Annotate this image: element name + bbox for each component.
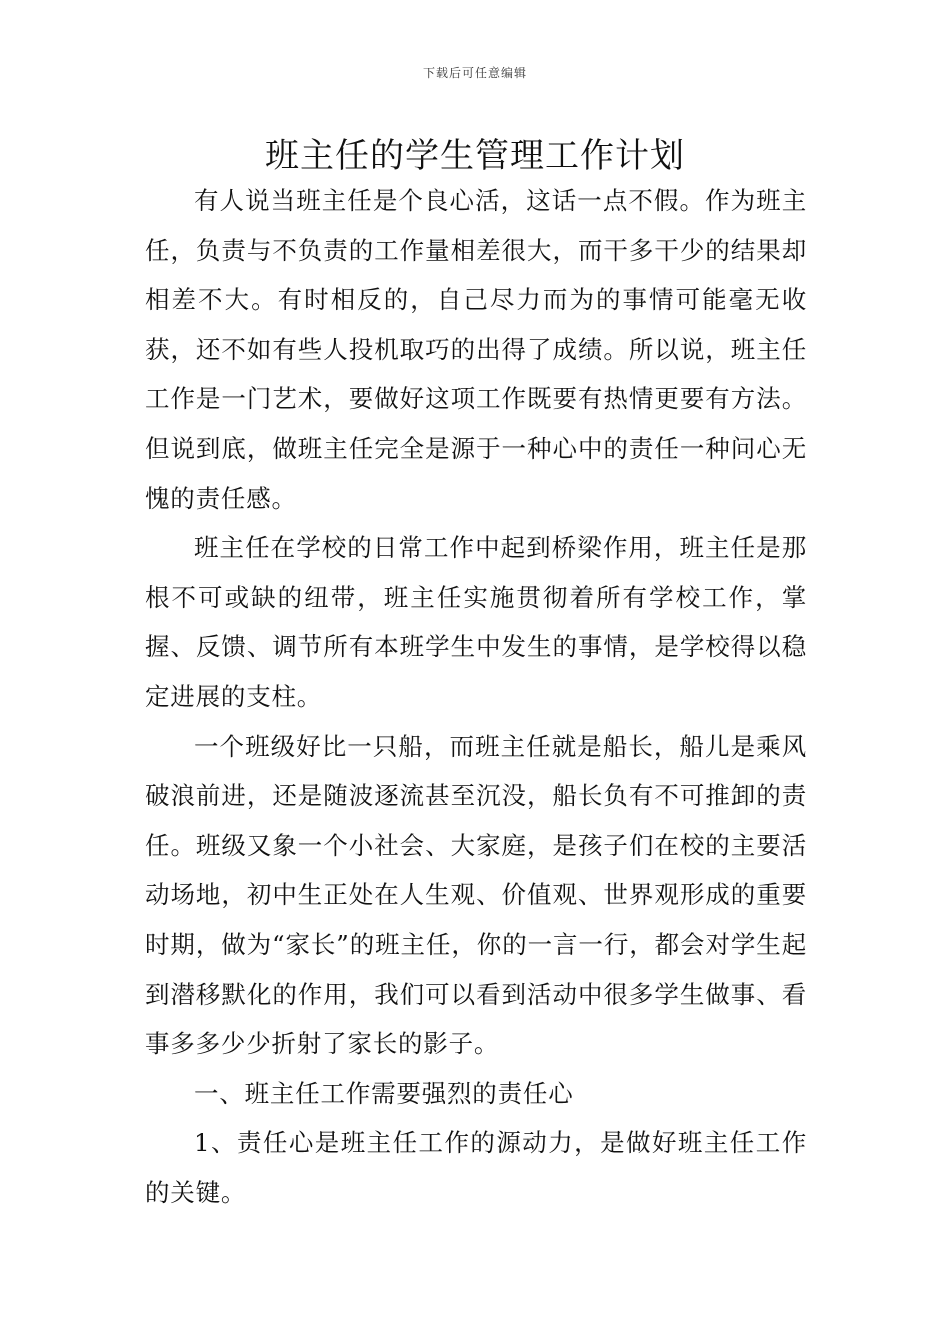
document-body (145, 176, 807, 1217)
header-note: 下载后可任意编辑 (422, 66, 527, 80)
point-1: 1、责任心是班主任工作的源动力，是做好班主任工作的关键。 (145, 1128, 807, 1207)
document-title: 班主任的学生管理工作计划 (265, 136, 685, 176)
section-heading: 一、班主任工作需要强烈的责任心 (194, 1078, 574, 1108)
paragraph-intro: 有人说当班主任是个良心活，这话一点不假。作为班主任，负责与不负责的工作量相差很大，而干多干少的结果却相差不大。有时相反的，自己尽力而为的事情可能毫无收获，还不如有些人投机取巧的出得了成绩。所以说，班主任工作是一门艺术，要做好这项工作既要有热情更要有方法。但说到底，做班主任完全是源于一种心中的责任一种问心无愧的责任感。 (145, 186, 807, 513)
paragraph-bridge-role: 班主任在学校的日常工作中起到桥梁作用，班主任是那根不可或缺的纽带，班主任实施贯彻着所有学校工作，掌握、反馈、调节所有本班学生中发生的事情，是学校得以稳定进展的支柱。 (145, 533, 807, 711)
paragraph-ship-analogy: 一个班级好比一只船，而班主任就是船长，船儿是乘风破浪前进，还是随波逐流甚至沉没，船长负有不可推卸的责任。班级又象一个小社会、大家庭，是孩子们在校的主要活动场地，初中生正处在人生观、价值观、世界观形成的重要时期，做为“家长”的班主任，你的一言一行，都会对学生起到潜移默化的作用，我们可以看到活动中很多学生做事、看事多多少少折射了家长的影子。 (145, 731, 807, 1059)
